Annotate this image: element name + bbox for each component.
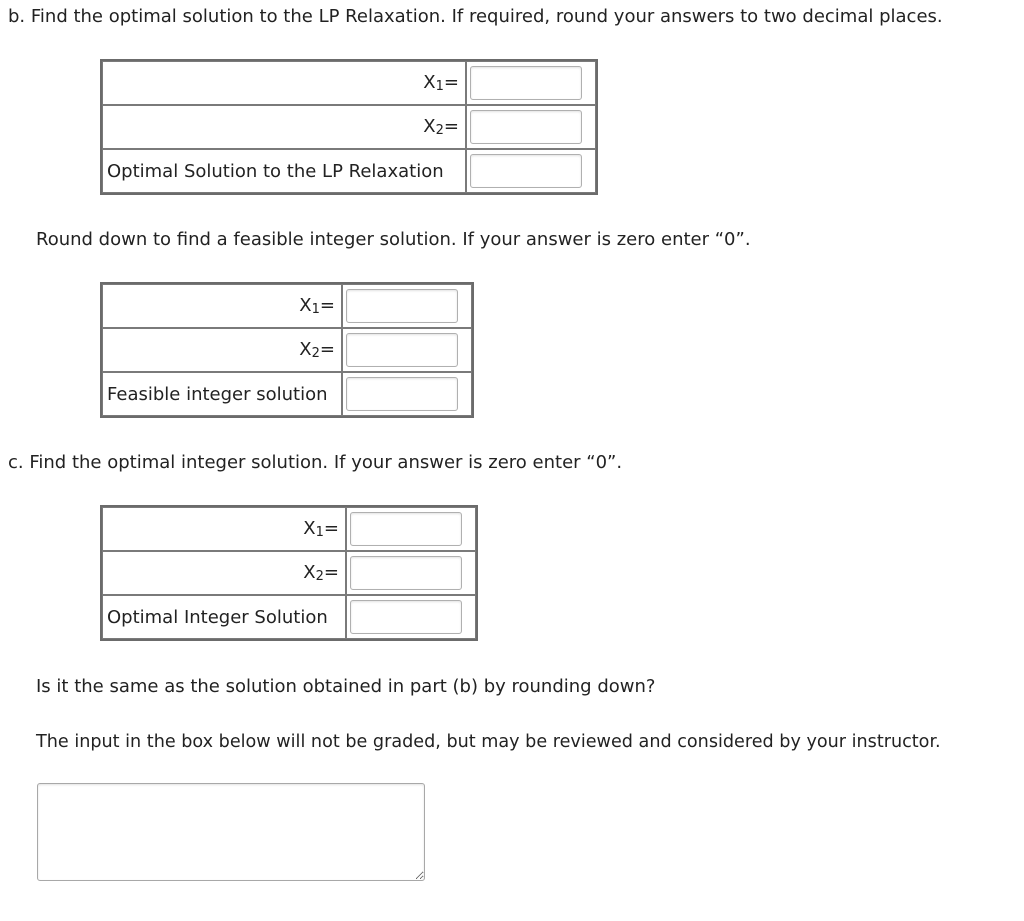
optimal-integer-label: Optimal Integer Solution xyxy=(102,595,346,639)
instructor-comment-textarea[interactable] xyxy=(37,783,425,881)
x2-cell xyxy=(346,551,476,595)
feasible-x1-input[interactable] xyxy=(346,289,458,323)
x1-cell xyxy=(342,284,472,328)
part-b-prompt: b. Find the optimal solution to the LP Relaxation. If required, round your answers to two decimal places. xyxy=(8,6,943,27)
lp-x2-input[interactable] xyxy=(470,110,582,144)
x2-label: $X_2=$ xyxy=(102,551,346,595)
optimal-integer-cell xyxy=(346,595,476,639)
round-down-prompt: Round down to find a feasible integer solution. If your answer is zero enter “0”. xyxy=(36,229,751,250)
table-row xyxy=(102,149,596,193)
x1-cell xyxy=(346,507,476,551)
feasible-integer-table xyxy=(100,282,474,418)
integer-x1-input[interactable] xyxy=(350,512,462,546)
optimal-lp-label: Optimal Solution to the LP Relaxation xyxy=(102,149,466,193)
optimal-lp-cell xyxy=(466,149,596,193)
x2-cell xyxy=(466,105,596,149)
lp-optimal-input[interactable] xyxy=(470,154,582,188)
x2-cell xyxy=(342,328,472,372)
integer-optimal-input[interactable] xyxy=(350,600,462,634)
x1-label: $X_1=$ xyxy=(102,507,346,551)
table-row xyxy=(102,551,476,595)
table-row xyxy=(102,372,472,416)
ungraded-note: The input in the box below will not be graded, but may be reviewed and considered by your instructor. xyxy=(36,732,941,752)
x1-cell xyxy=(466,61,596,105)
feasible-solution-label: Feasible integer solution xyxy=(102,372,342,416)
feasible-solution-cell xyxy=(342,372,472,416)
table-row xyxy=(102,507,476,551)
table-row xyxy=(102,328,472,372)
x1-label: $X_1=$ xyxy=(102,61,466,105)
x2-label: $X_2=$ xyxy=(102,328,342,372)
integer-x2-input[interactable] xyxy=(350,556,462,590)
x2-label: $X_2=$ xyxy=(102,105,466,149)
part-c-prompt: c. Find the optimal integer solution. If your answer is zero enter “0”. xyxy=(8,452,623,473)
lp-x1-input[interactable] xyxy=(470,66,582,100)
table-row xyxy=(102,595,476,639)
optimal-integer-table xyxy=(100,505,478,641)
x1-label: $X_1=$ xyxy=(102,284,342,328)
table-row xyxy=(102,61,596,105)
lp-relaxation-table xyxy=(100,59,598,195)
feasible-solution-input[interactable] xyxy=(346,377,458,411)
table-row xyxy=(102,284,472,328)
same-solution-question: Is it the same as the solution obtained in part (b) by rounding down? xyxy=(36,676,656,697)
table-row xyxy=(102,105,596,149)
feasible-x2-input[interactable] xyxy=(346,333,458,367)
